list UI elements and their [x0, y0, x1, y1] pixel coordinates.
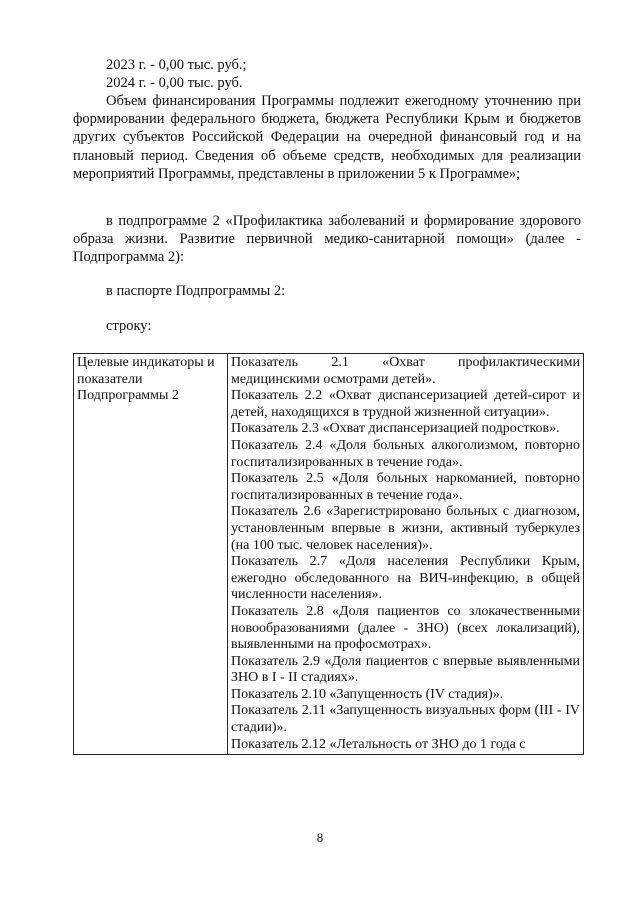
label-line: показатели	[77, 371, 143, 387]
indicator-list-cell	[228, 354, 584, 755]
indicator-item: Показатель 2.7 «Доля населения Республики Крым, ежегодно обследованного на ВИЧ-инфекцию, в общей численности населения».	[231, 554, 580, 603]
indicator-item: Показатель 2.9 «Доля пациентов с впервые выявленными ЗНО в I - II стадиях».	[231, 653, 580, 686]
page-number: 8	[316, 830, 324, 845]
paragraph-financing-volume: Объем финансирования Программы подлежит ежегодному уточнению при формировании федерального бюджета, бюджета Республики Крым и бюджетов других субъектов Российской Федерации на очередной финансовый год и на плановый период. Сведения об объеме средств, необходимых для реализации мероприятий Программы, представлены в приложении 5 к Программе»;	[73, 93, 581, 182]
indicator-item: Показатель 2.2 «Охват диспансеризацией детей-сирот и детей, находящихся в трудной жизненной ситуации».	[231, 388, 580, 420]
table-row	[74, 354, 584, 755]
indicator-item: Показатель 2.4 «Доля больных алкоголизмом, повторно госпитализированных в течение года».	[231, 437, 580, 470]
line-passport: в паспорте Подпрограммы 2:	[106, 283, 286, 299]
indicators-table	[73, 353, 584, 755]
indicator-item: Показатель 2.11 «Запущенность визуальных форм (III - IV стадии)».	[231, 703, 580, 736]
indicator-item: Показатель 2.3 «Охват диспансеризацией подростков».	[231, 421, 560, 437]
financing-line-2024: 2024 г. - 0,00 тыс. руб.	[106, 75, 243, 91]
indicator-item: Показатель 2.6 «Зарегистрировано больных с диагнозом, установленным впервые в жизни, активный туберкулез (на 100 тыс. человек населения)».	[231, 504, 580, 553]
label-line: Целевые индикаторы и	[77, 355, 215, 370]
label-line: Подпрограммы 2	[77, 388, 179, 404]
line-row: строку:	[106, 318, 152, 334]
indicator-item: Показатель 2.10 «Запущенность (IV стадия)».	[231, 686, 504, 702]
indicator-item: Показатель 2.8 «Доля пациентов со злокачественными новообразованиями (далее - ЗНО) (всех локализаций), выявленными на профосмотрах».	[231, 603, 580, 653]
indicator-item: Показатель 2.12 «Летальность от ЗНО до 1 года с	[231, 736, 526, 752]
indicator-label-cell	[74, 354, 228, 755]
financing-line-2023: 2023 г. - 0,00 тыс. руб.;	[106, 57, 247, 73]
paragraph-subprogram-2: в подпрограмме 2 «Профилактика заболеваний и формирование здорового образа жизни. Развитие первичной медико-санитарной помощи» (далее - Подпрограмма 2):	[73, 213, 581, 266]
indicator-item: Показатель 2.1 «Охват профилактическими медицинскими осмотрами детей».	[231, 355, 580, 387]
indicator-item: Показатель 2.5 «Доля больных наркоманией, повторно госпитализированных в течение года».	[231, 471, 580, 503]
